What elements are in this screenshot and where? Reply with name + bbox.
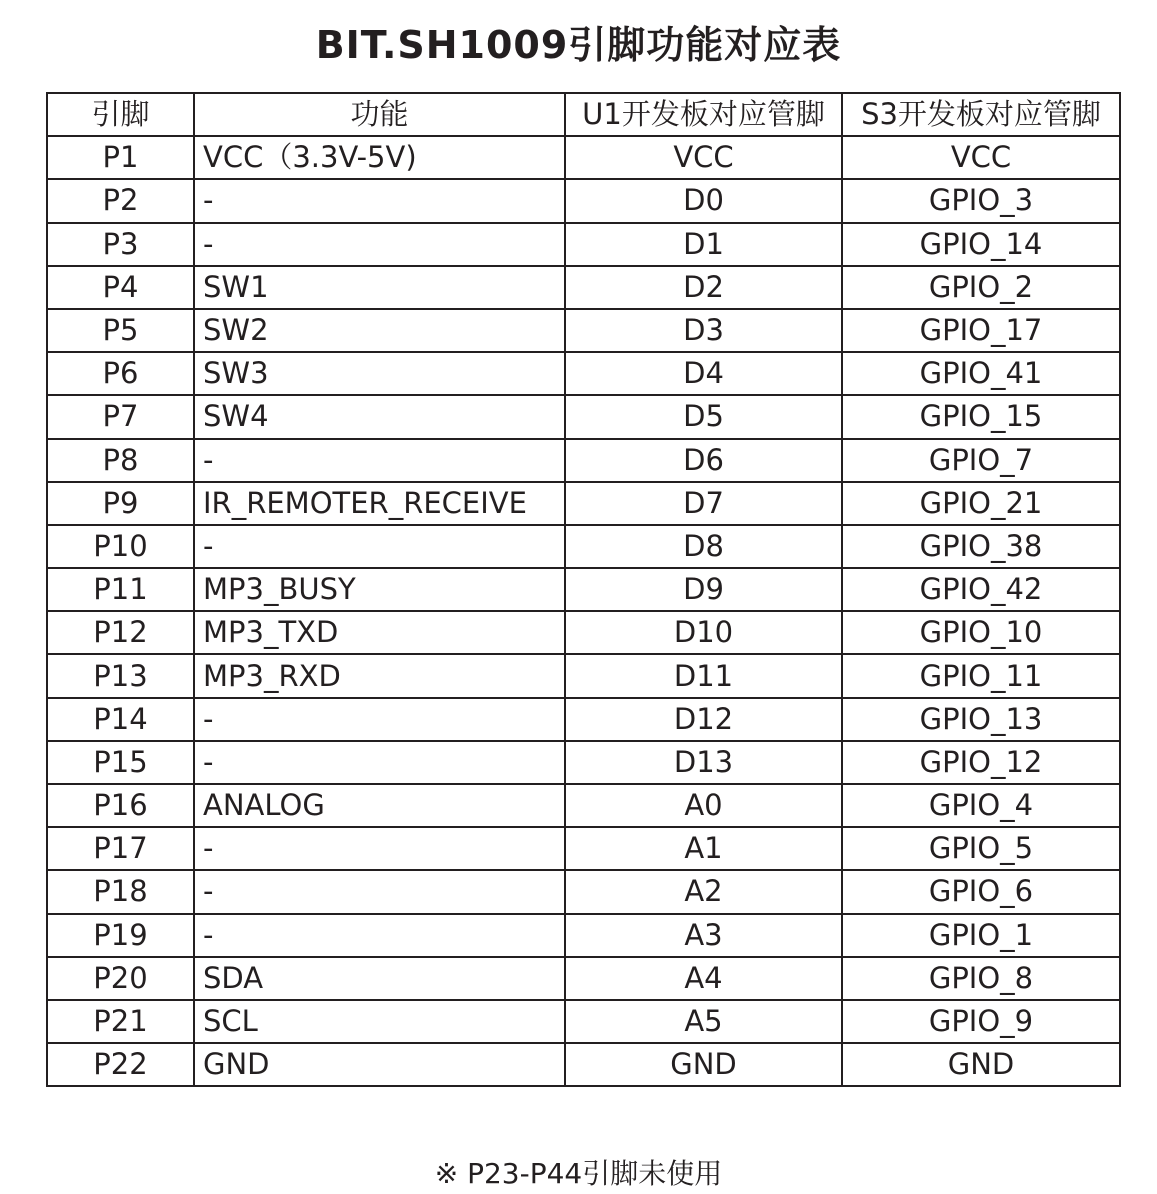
cell-u1-pin: A3 <box>565 914 842 957</box>
table-row <box>47 309 1120 352</box>
cell-s3-pin: GPIO_5 <box>842 827 1120 870</box>
table-row <box>47 741 1120 784</box>
cell-u1-pin: D12 <box>565 698 842 741</box>
cell-function: IR_REMOTER_RECEIVE <box>194 482 565 525</box>
cell-s3-pin: GPIO_13 <box>842 698 1120 741</box>
cell-pin: P13 <box>47 654 194 697</box>
cell-s3-pin: GPIO_2 <box>842 266 1120 309</box>
table-row <box>47 1043 1120 1086</box>
table-row <box>47 395 1120 438</box>
table-row <box>47 525 1120 568</box>
cell-u1-pin: VCC <box>565 136 842 179</box>
cell-u1-pin: D0 <box>565 179 842 222</box>
cell-s3-pin: GPIO_15 <box>842 395 1120 438</box>
cell-s3-pin: GPIO_21 <box>842 482 1120 525</box>
cell-function: SCL <box>194 1000 565 1043</box>
cell-pin: P21 <box>47 1000 194 1043</box>
table-row <box>47 914 1120 957</box>
cell-u1-pin: D5 <box>565 395 842 438</box>
cell-pin: P5 <box>47 309 194 352</box>
cell-s3-pin: GPIO_12 <box>842 741 1120 784</box>
cell-s3-pin: GND <box>842 1043 1120 1086</box>
cell-u1-pin: D11 <box>565 654 842 697</box>
table-row <box>47 266 1120 309</box>
table-row <box>47 784 1120 827</box>
cell-s3-pin: GPIO_41 <box>842 352 1120 395</box>
cell-pin: P15 <box>47 741 194 784</box>
cell-pin: P22 <box>47 1043 194 1086</box>
cell-function: - <box>194 827 565 870</box>
cell-function: - <box>194 439 565 482</box>
cell-s3-pin: GPIO_11 <box>842 654 1120 697</box>
cell-u1-pin: A2 <box>565 870 842 913</box>
cell-function: VCC（3.3V-5V) <box>194 136 565 179</box>
header-u1-pin: U1开发板对应管脚 <box>565 93 842 136</box>
table-row <box>47 352 1120 395</box>
cell-u1-pin: D13 <box>565 741 842 784</box>
cell-u1-pin: D4 <box>565 352 842 395</box>
cell-s3-pin: GPIO_7 <box>842 439 1120 482</box>
cell-function: MP3_RXD <box>194 654 565 697</box>
cell-u1-pin: A0 <box>565 784 842 827</box>
cell-s3-pin: GPIO_9 <box>842 1000 1120 1043</box>
cell-u1-pin: GND <box>565 1043 842 1086</box>
cell-pin: P11 <box>47 568 194 611</box>
table-row <box>47 223 1120 266</box>
cell-s3-pin: GPIO_17 <box>842 309 1120 352</box>
pin-function-table <box>46 92 1121 1087</box>
header-pin: 引脚 <box>47 93 194 136</box>
cell-function: ANALOG <box>194 784 565 827</box>
cell-pin: P12 <box>47 611 194 654</box>
table-row <box>47 482 1120 525</box>
table-row <box>47 611 1120 654</box>
cell-function: - <box>194 741 565 784</box>
cell-function: - <box>194 179 565 222</box>
table-row <box>47 136 1120 179</box>
cell-s3-pin: GPIO_4 <box>842 784 1120 827</box>
cell-u1-pin: A4 <box>565 957 842 1000</box>
cell-pin: P16 <box>47 784 194 827</box>
cell-pin: P19 <box>47 914 194 957</box>
cell-s3-pin: GPIO_6 <box>842 870 1120 913</box>
cell-s3-pin: GPIO_3 <box>842 179 1120 222</box>
header-function: 功能 <box>194 93 565 136</box>
cell-pin: P1 <box>47 136 194 179</box>
table-row <box>47 179 1120 222</box>
page-title: BIT.SH1009引脚功能对应表 <box>315 23 842 67</box>
cell-pin: P18 <box>47 870 194 913</box>
cell-function: - <box>194 698 565 741</box>
table-row <box>47 654 1120 697</box>
cell-function: - <box>194 870 565 913</box>
cell-pin: P10 <box>47 525 194 568</box>
cell-function: SW4 <box>194 395 565 438</box>
cell-function: - <box>194 223 565 266</box>
cell-u1-pin: D1 <box>565 223 842 266</box>
cell-pin: P9 <box>47 482 194 525</box>
table-header-row <box>47 93 1120 136</box>
cell-pin: P4 <box>47 266 194 309</box>
cell-pin: P7 <box>47 395 194 438</box>
table-row <box>47 1000 1120 1043</box>
cell-pin: P8 <box>47 439 194 482</box>
cell-s3-pin: GPIO_1 <box>842 914 1120 957</box>
table-row <box>47 957 1120 1000</box>
cell-pin: P3 <box>47 223 194 266</box>
cell-function: SDA <box>194 957 565 1000</box>
cell-s3-pin: GPIO_38 <box>842 525 1120 568</box>
cell-function: GND <box>194 1043 565 1086</box>
cell-function: SW3 <box>194 352 565 395</box>
table-row <box>47 568 1120 611</box>
cell-pin: P20 <box>47 957 194 1000</box>
cell-function: MP3_TXD <box>194 611 565 654</box>
cell-s3-pin: GPIO_8 <box>842 957 1120 1000</box>
cell-s3-pin: GPIO_10 <box>842 611 1120 654</box>
cell-pin: P17 <box>47 827 194 870</box>
cell-u1-pin: D9 <box>565 568 842 611</box>
cell-u1-pin: D8 <box>565 525 842 568</box>
table-row <box>47 827 1120 870</box>
cell-u1-pin: D6 <box>565 439 842 482</box>
footnote: ※ P23-P44引脚未使用 <box>434 1157 723 1190</box>
cell-s3-pin: GPIO_14 <box>842 223 1120 266</box>
cell-function: SW1 <box>194 266 565 309</box>
cell-u1-pin: D7 <box>565 482 842 525</box>
cell-pin: P6 <box>47 352 194 395</box>
cell-pin: P2 <box>47 179 194 222</box>
cell-s3-pin: VCC <box>842 136 1120 179</box>
header-s3-pin: S3开发板对应管脚 <box>842 93 1120 136</box>
cell-u1-pin: D2 <box>565 266 842 309</box>
cell-u1-pin: A5 <box>565 1000 842 1043</box>
cell-u1-pin: A1 <box>565 827 842 870</box>
cell-function: - <box>194 914 565 957</box>
table-row <box>47 439 1120 482</box>
table-row <box>47 698 1120 741</box>
cell-function: MP3_BUSY <box>194 568 565 611</box>
cell-u1-pin: D10 <box>565 611 842 654</box>
cell-u1-pin: D3 <box>565 309 842 352</box>
cell-function: - <box>194 525 565 568</box>
cell-pin: P14 <box>47 698 194 741</box>
table-row <box>47 870 1120 913</box>
cell-s3-pin: GPIO_42 <box>842 568 1120 611</box>
cell-function: SW2 <box>194 309 565 352</box>
